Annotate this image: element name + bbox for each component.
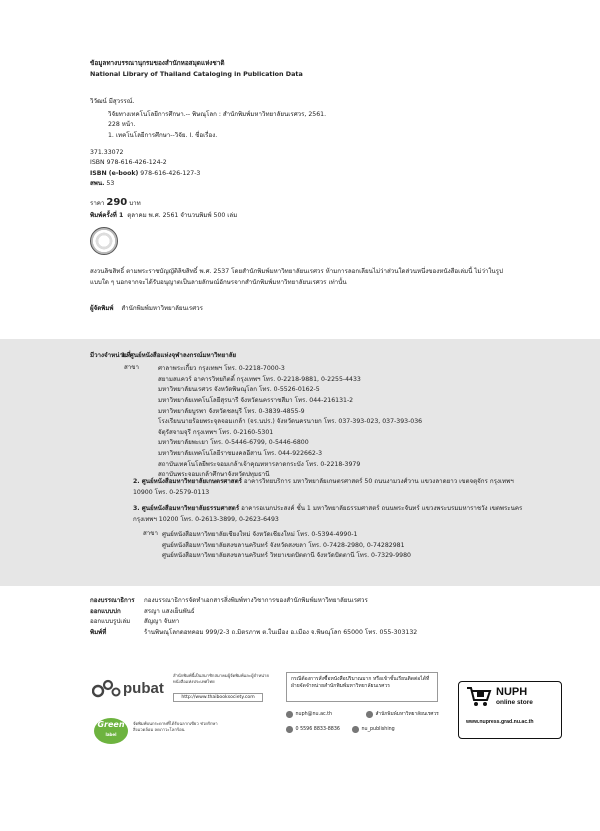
copyright-notice: สงวนลิขสิทธิ์ ตามพระราชบัญญัติลิขสิทธิ์ พ.ศ. 2537 โดยสำนักพิมพ์มหาวิทยาลัยนเรศวร ห้ามการลอกเลียนไม่ว่าส่วนใดส่วนหนึ่งของหนังสือเล่มนี้ ไม่ว่าในรูปแบบใด ๆ นอกจากจะได้รับอนุญาตเป็นลายลักษณ์อักษรจากสำนักพิมพ์มหาวิทยาลัยนเรศวร เท่านั้น: [90, 268, 503, 286]
pubat-logo: [92, 675, 172, 701]
pubat-url[interactable]: http://www.thaibooksociety.com: [173, 693, 263, 702]
green-label-logo: Green label: [94, 718, 128, 744]
credit-editorial: กองบรรณาธิการ กองบรรณาธิการจัดทำเอกสารสิ่งพิมพ์ทางวิชาการของสำนักพิมพ์มหาวิทยาลัยนเรศวร: [90, 597, 368, 604]
branch-label-3: สาขา: [143, 530, 158, 537]
store-subtitle: online store: [496, 699, 533, 706]
phone-icon: [286, 726, 293, 733]
classification-block: [90, 148, 200, 190]
record-subjects: 1. เทคโนโลยีการศึกษา--วิจัย. I. ชื่อเรื่อง.: [108, 131, 218, 139]
contact-facebook[interactable]: สำนักพิมพ์มหาวิทยาลัยนเรศวร: [366, 711, 439, 718]
shopping-cart-icon: [466, 686, 492, 708]
list-item: มหาวิทยาลัยนเรศวร จังหวัดพิษณุโลก โทร. 0-5526-0162-5: [158, 386, 320, 394]
center-2: 2. ศูนย์หนังสือมหาวิทยาลัยเกษตรศาสตร์ อาคารวิทยบริการ มหาวิทยาลัยเกษตรศาสตร์ 50 ถนนงามวงศ์วาน แขวงลาดยาว เขตจตุจักร กรุงเทพฯ 10900 โทร. 0-2579-0113: [133, 478, 514, 496]
credit-layout: ออกแบบรูปเล่ม สัญญา จันทา: [90, 618, 180, 626]
store-website[interactable]: www.nupress.grad.nu.ac.th: [466, 719, 534, 725]
branch-list-3: [162, 530, 411, 562]
record-pages: 228 หน้า.: [108, 121, 136, 129]
list-item: โรงเรียนนายร้อยพระจุลจอมเกล้า (จร.นปร.) จังหวัดนครนายก โทร. 037-393-023, 037-393-036: [158, 418, 423, 426]
contact-email[interactable]: nuph@nu.ac.th: [286, 711, 332, 718]
list-item: จัตุรัสจามจุรี กรุงเทพฯ โทร. 0-2160-5301: [158, 428, 274, 436]
publisher-line: ผู้จัดพิมพ์ สำนักพิมพ์มหาวิทยาลัยนเรศวร: [90, 305, 203, 312]
list-item: ศูนย์หนังสือมหาวิทยาลัยสงขลานครินทร์ จังหวัดสงขลา โทร. 0-7428-2980, 0-74282981: [162, 541, 405, 549]
record-author: วิวัฒน์ มีสุวรรณ์.: [90, 98, 135, 105]
list-item: ศาลาพระเกี้ยว กรุงเทพฯ โทร. 0-2218-7000-3: [158, 365, 285, 372]
list-item: มหาวิทยาลัยเทคโนโลยีสุรนารี จังหวัดนครราชสีมา โทร. 044-216131-2: [158, 396, 354, 404]
cataloging-header: [90, 58, 303, 80]
bulk-order-note: กรณีต้องการสั่งซื้อหนังสือปริมาณมาก หรือเข้าชั้นเรียนติดต่อได้ที่ ฝ่ายจัดจำหน่ายสำนักพิมพ์มหาวิทยาลัยนเรศวร: [286, 672, 438, 702]
facebook-icon: [366, 711, 373, 718]
isbn-print: ISBN 978-616-426-124-2: [90, 159, 167, 167]
list-item: มหาวิทยาลัยพะเยา โทร. 0-5446-6799, 0-5446-6800: [158, 439, 309, 447]
isbn-ebook: ISBN (e-book) 978-616-426-127-3: [90, 169, 201, 177]
price-value: 290: [106, 197, 128, 208]
price-line: ราคา 290 บาท: [90, 197, 141, 208]
credit-printer: พิมพ์ที่ ร้านพิษณุโลกดอทคอม 999/2-3 ถ.มิตรภาพ ต.ในเมือง อ.เมือง จ.พิษณุโลก 65000 โทร. 055-303132: [90, 628, 418, 636]
list-item: มหาวิทยาลัยบูรพา จังหวัดชลบุรี โทร. 0-3839-4855-9: [158, 407, 305, 415]
email-icon: [286, 711, 293, 718]
university-seal-icon: [90, 227, 118, 255]
branch-label: สาขา: [124, 364, 139, 371]
pubat-mark-icon: [92, 677, 122, 699]
list-item: สยามสแควร์ อาคารวิทยกิตติ์ กรุงเทพฯ โทร. 0-2218-9881, 0-2255-4433: [158, 375, 361, 383]
branch-list-1: [158, 364, 422, 481]
catalog-title-th: ข้อมูลทางบรรณานุกรมของสำนักหอสมุดแห่งชาติ: [90, 59, 225, 67]
catalog-title-en: National Library of Thailand Cataloging in Publication Data: [90, 70, 303, 78]
list-item: สถาบันเทคโนโลยีพระจอมเกล้าเจ้าคุณทหารลาดกระบัง โทร. 0-2218-3979: [158, 460, 361, 468]
credit-cover: ออกแบบปก สรญา แสงเย็นพันธ์: [90, 607, 195, 615]
list-item: สถาบันพระจอมเกล้าศึกษาจังหวัดปทุมธานี: [158, 471, 270, 479]
contact-phone[interactable]: 0 5596 8833-8836: [286, 726, 340, 733]
green-label-text: จัดพิมพ์บนกระดาษที่ได้รับฉลากเขียว ช่วยรักษาสิ่งแวดล้อม ลดภาวะโลกร้อน: [133, 721, 218, 732]
contact-instagram[interactable]: nu_publishing: [352, 726, 395, 733]
record-title-line: วิจัยทางเทคโนโลยีการศึกษา.-- พิษณุโลก : สำนักพิมพ์มหาวิทยาลัยนเรศวร, 2561.: [108, 111, 327, 118]
list-item: มหาวิทยาลัยเทคโนโลยีราชมงคลอีสาน โทร. 044-922662-3: [158, 450, 323, 458]
class-number: 371.33072: [90, 149, 124, 156]
center-3: 3. ศูนย์หนังสือมหาวิทยาลัยธรรมศาสตร์ อาคารอเนกประสงค์ ชั้น 1 มหาวิทยาลัยธรรมศาสตร์ ถนนพระจันทร์ แขวงพระบรมมหาราชวัง เขตพระนคร กรุงเทพฯ 10200 โทร. 0-2613-3899, 0-2623-6493: [133, 505, 523, 523]
list-item: ศูนย์หนังสือมหาวิทยาลัยสงขลานครินทร์ วิทยาเขตปัตตานี จังหวัดปัตตานี โทร. 0-7329-9980: [162, 552, 411, 560]
credits-block: [90, 596, 417, 638]
instagram-icon: [352, 726, 359, 733]
pno: สพน. 53: [90, 180, 115, 188]
list-item: ศูนย์หนังสือมหาวิทยาลัยเชียงใหม่ จังหวัดเชียงใหม่ โทร. 0-5394-4990-1: [162, 531, 358, 538]
edition-line: พิมพ์ครั้งที่ 1 ตุลาคม พ.ศ. 2561 จำนวนพิมพ์ 500 เล่ม: [90, 212, 238, 219]
distribution-label: มีวางจำหน่ายที่: [90, 352, 131, 359]
pubat-wordmark: pubat: [123, 680, 164, 697]
record-body: [108, 110, 326, 141]
center-1-title: 1. ศูนย์หนังสือแห่งจุฬาลงกรณ์มหาวิทยาลัย: [121, 352, 237, 359]
pubat-text: สำนักพิมพ์นี้เป็นสมาชิกสมาคมผู้จัดพิมพ์และผู้จำหน่ายหนังสือแห่งประเทศไทย: [173, 673, 269, 684]
store-name: NUPH: [496, 686, 528, 698]
